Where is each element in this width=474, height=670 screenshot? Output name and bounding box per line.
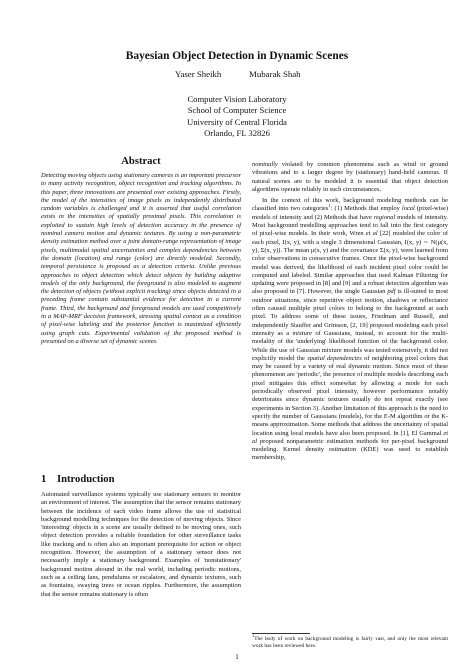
author-name: Yaser Sheikh [175,69,222,79]
footnote [252,633,448,649]
author-name: Mubarak Shah [249,69,301,79]
paper-title: Bayesian Object Detection in Dynamic Scenes [125,50,349,62]
author-list [0,69,474,83]
emphasis: mixture [292,329,312,337]
emphasis: local [401,205,415,213]
text-run: : (1) Methods that employ [330,205,402,213]
affiliation-block [0,94,474,140]
paragraph [252,197,448,463]
text-run: is ill-suited to most outdoor situations, since repetitive object motion, shadows or reflectance often caused multiple pixel colors to belong to the background at each pixel. To address some of these issues, Friedman and Russell, and independently Stauffer and Grimson, [2, 19] proposed modeling each pixel intensity as a [252,288,448,337]
footnote-text: The body of work on background modeling is fairly vast, and only the most relevant work has been reviewed here. [252,636,448,649]
text-run: of neighboring pixel colors that may be caused by a variety of real dynamic motion. Since most of these phenomenon are 'periodic', the presence of multiple models describing each pixel mitigates this effect somewhat by allowing a mode for each periodically observed pixel intensity, however performance notably deteriorates since dynamic textures usually do not repeat exactly (see experiments in Section 3). Another limitation of this approach is the need to specify the number of Gaussians (models), for the E-M algorithm or the K-means approximation. Some methods that address the uncertainty of spatial location using local models have also been proposed. In [1], El Gammal [252,354,448,437]
emphasis: spatial dependencies [307,354,362,362]
affiliation-line: Orlando, FL 32826 [204,128,270,139]
footnote-marker: 1 [252,633,255,639]
section-heading-introduction [41,474,241,485]
emphasis: pdf [387,288,396,296]
section-title: Introduction [57,474,115,485]
introduction-text: Automated surveillance systems typically use stationary sensors to monitor an environment of interest. The assumption that the sensor remains stationary between the incidence of each video frame allows the use of statistical background modelling techniques for the detection of moving objects. Since 'interesting' objects in a scene are usually defined to be moving ones, such object detection provides a reliable foundation for other surveillance tasks like tracking and is often also an important prerequisite for action or object recognition. However, the assumption of a stationary sensor does not necessarily imply a stationary background. Examples of 'nonstationary' background motion abound in the real world, including periodic motions, such as a ceiling fans, pendulums or escalators, and dynamic textures, such as fountains, swaying trees or ocean ripples. Furthermore, the assumption that the sensor remains stationary is often [41,491,241,598]
abstract-heading: Abstract [121,156,161,167]
emphasis: et al [365,230,378,238]
abstract-text: Detecting moving objects using stationary cameras is an important precursor to many activity recognition, object recognition and tracking algorithms. In this paper, three innovations are presented over existing approaches. Firstly, the model of the intensities of image pixels as independently distributed random variables is challenged and it is asserted that useful correlation exists in the intensities of spatially proximal pixels. This correlation is exploited to sustain high levels of detection accuracy in the presence of nominal camera motion and dynamic textures. By using a non-parametric density estimation method over a joint domain-range representation of image pixels, multimodal spatial uncertainties and complex dependencies between the domain (location) and range (color) are directly modeled. Secondly, temporal persistence is proposed as a detection criteria. Unlike previous approaches to object detection which detect objects by building adaptive models of the only background, the foreground is also modeled to augment the detection of objects (without explicit tracking) since objects detected in a preceding frame contain substantial evidence for detection in a current frame. Third, the background and foreground models are used competitively in a MAP-MRF decision framework, stressing spatial context as a condition of pixel-wise labeling and the posterior function is maximized efficiently using graph cuts. Experimental validation of the proposed method is presented on a diverse set of dynamic scenes. [41,172,241,345]
text-run: of Gaussians, instead, to account for the multi-modality of the 'underlying' likelihood function of the background color. While the use of Gaussian mixture models was tested extensively, it did not explicitly model the [252,329,448,362]
section-number: 1 [41,474,47,485]
text-run: In the context of this work, background modeling methods can be classified into two categories [252,197,448,213]
emphasis: nominally [252,161,278,168]
affiliation-line: Computer Vision Laboratory [187,94,287,104]
affiliation-line: University of Central Florida [186,116,287,127]
paragraph [252,161,448,194]
emphasis: et al [252,429,448,445]
emphasis: regional [373,213,396,221]
footnote-divider [252,633,310,634]
text-run: (pixel-wise) models of intensity and (2) Methods that have [252,205,448,221]
text-run: violated by common phenomena such as wind or ground vibrations and to a larger degree by (stationary) hand-held cameras. If natural scenes are to be modeled it is essential that object detection algorithms operate reliably in such circumstances. [252,161,448,193]
right-column-text [252,161,448,463]
affiliation-line: School of Computer Science [187,105,287,116]
text-run: proposed nonparametric estimation methods for per-pixel background modeling. Kernel density estimation (KDE) was used to establish membership, [252,437,448,462]
footnote-marker[interactable]: 1 [328,203,331,209]
text-run: models of intensity. Most background modelling approaches tend to fall into the first category of pixel-wise models. In their work, Wren [252,213,448,238]
text-run: [22] modeled the color of each pixel, I(x, y), with a single 3 dimensional Gaussian, I(x, y) ∼ N(μ(x, y), Σ(x, y)). The mean μ(x, y) and the covariance Σ(x, y), were learned from color observations in consecutive frames. Once the pixel-wise background model was derived, the likelihood of each incident pixel color could be computed and labeled. Similar approaches that used Kalman Filtering for updating were proposed in [8] and [9] and a robust detection algorithm was also proposed in [7]. However, the single Gaussian [252,230,448,296]
page-number: 1 [235,653,239,661]
